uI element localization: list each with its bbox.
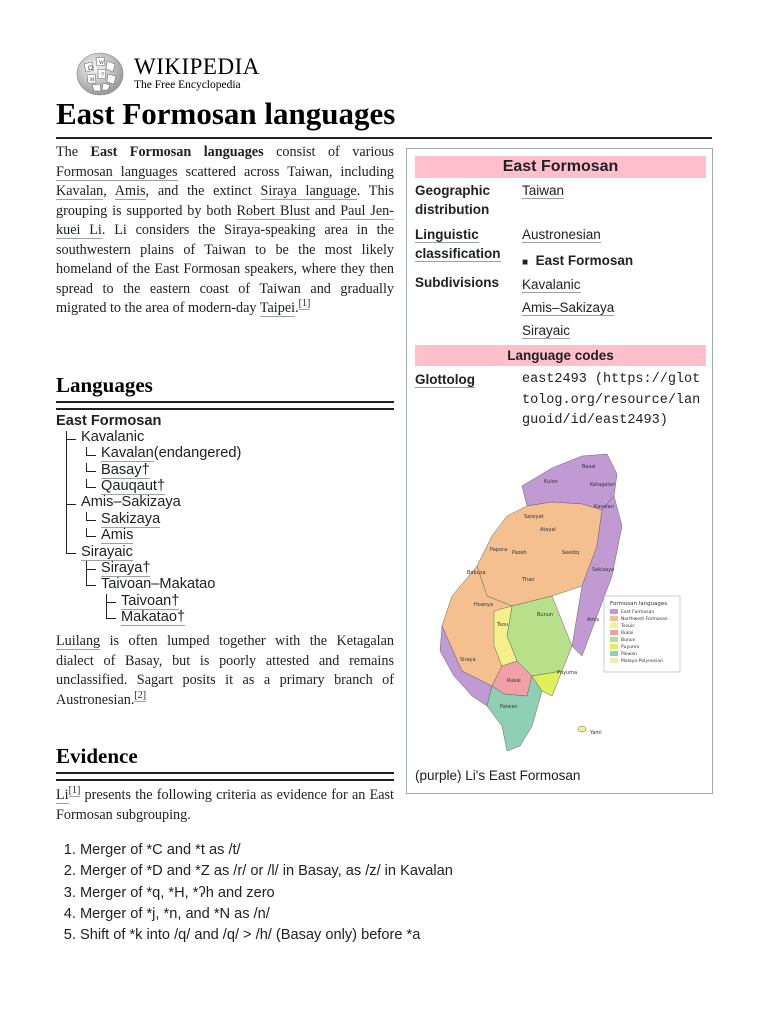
tree-kavalanic: Kavalanic xyxy=(81,429,145,445)
link-luilang[interactable]: Luilang xyxy=(56,633,101,649)
svg-text:И: И xyxy=(90,77,95,83)
tree-branch xyxy=(86,447,96,456)
sub-value xyxy=(522,321,570,340)
citation-1[interactable]: [1] xyxy=(298,298,311,310)
tree-sakizaya xyxy=(101,511,160,528)
evidence-paragraph: Li[1] presents the following criteria as evidence for an East Formosan subgrouping. xyxy=(56,785,394,823)
tree-quaquat xyxy=(101,478,165,495)
map-caption: (purple) Li's East Formosan xyxy=(415,768,581,783)
languages-heading: Languages xyxy=(56,373,153,397)
citation-1b[interactable]: [1] xyxy=(68,785,81,797)
taiwan-language-map[interactable] xyxy=(432,446,687,754)
svg-text:East Formosan: East Formosan xyxy=(621,610,655,615)
svg-text:Seediq: Seediq xyxy=(562,550,580,556)
luilang-paragraph: Luilang is often lumped together with the Ketagalan dialect of Basay, but is poorly attested and remains unclassified. Sagart posits it as a primary branch of Austronesian.[2] xyxy=(56,633,394,708)
language-codes-heading: Language codes xyxy=(415,345,706,366)
svg-text:Basai: Basai xyxy=(582,464,596,470)
svg-text:Papora: Papora xyxy=(490,547,508,553)
svg-text:Puyuma: Puyuma xyxy=(621,645,640,650)
evidence-list xyxy=(56,840,453,946)
tree-amis-sakizaya: Amis–Sakizaya xyxy=(81,494,181,510)
tree-branch xyxy=(86,463,96,472)
svg-text:Puyuma: Puyuma xyxy=(557,670,578,676)
sub-value xyxy=(522,275,581,294)
svg-text:Kulon: Kulon xyxy=(544,479,558,485)
infobox-title: East Formosan xyxy=(415,156,706,178)
svg-text:Tsou: Tsou xyxy=(497,622,509,628)
intro-paragraph: The East Formosan languages consist of various Formosan languages scattered across Taiwan, including Kavalan, Amis, and the extinct Siraya language. This grouping is supported by both Robert Blust and Paul Jen-kuei Li. Li considers the Siraya-speaking area in the southwestern plains of Taiwan to be the most likely homeland of the East Formosan speakers, where they then spread to the eastern coast of Taiwan and gradually migrated to the area of modern-day Taipei.[1] xyxy=(56,144,394,316)
svg-text:Ω: Ω xyxy=(88,65,93,72)
tree-branch xyxy=(86,479,96,488)
link-li[interactable]: Li xyxy=(56,787,69,803)
tree-branch xyxy=(86,512,96,521)
class-value xyxy=(522,225,601,244)
geo-value xyxy=(522,181,564,200)
svg-text:Rukai: Rukai xyxy=(507,678,521,684)
link-austronesian[interactable]: Austronesian xyxy=(522,227,601,242)
svg-text:Paiwan: Paiwan xyxy=(500,704,518,710)
tree-amis-link[interactable]: Amis xyxy=(101,527,134,543)
wikipedia-globe-icon xyxy=(74,52,126,96)
svg-text:Atayal: Atayal xyxy=(540,527,556,533)
evidence-divider xyxy=(56,772,394,781)
wordmark: WIKIPEDIA xyxy=(134,54,260,79)
tree-amis xyxy=(101,527,133,544)
glottolog-label xyxy=(415,370,475,389)
class-subvalue: ■ East Formosan xyxy=(522,253,634,268)
tree-quaquat-link[interactable]: Qauqaut† xyxy=(101,478,166,494)
list-item: 1. Merger of *C and *t as /t/ xyxy=(80,840,453,861)
svg-text:Thao: Thao xyxy=(522,577,535,583)
tree-basay-link[interactable]: Basay† xyxy=(101,462,150,478)
svg-text:Ketagalan: Ketagalan xyxy=(590,482,615,488)
tree-sirayaic xyxy=(81,544,133,561)
geo-label: Geographic distribution xyxy=(415,183,491,217)
glottolog-value[interactable]: east2493 (https://glot tolog.org/resource/lan guoid/id/east2493) xyxy=(522,372,701,428)
lead-term: East Formosan languages xyxy=(90,144,264,160)
link-amis[interactable]: Amis xyxy=(114,183,146,199)
link-sirayaic[interactable]: Sirayaic xyxy=(522,323,571,338)
tree-makatao-link[interactable]: Makatao† xyxy=(121,609,186,625)
tree-siraya xyxy=(101,560,150,577)
svg-text:Kavalan: Kavalan xyxy=(594,504,614,510)
link-robert-blust[interactable]: Robert Blust xyxy=(236,202,310,219)
tree-sirayaic-link[interactable]: Sirayaic xyxy=(81,544,133,560)
tree-kavalan-link[interactable]: Kavalan xyxy=(101,445,154,461)
link-linguistic-classification[interactable]: Linguistic classification xyxy=(415,227,501,261)
link-paul-li[interactable]: Paul Jen-kuei Li xyxy=(56,202,394,238)
list-item: 4. Merger of *j, *n, and *N as /n/ xyxy=(80,904,453,925)
languages-divider xyxy=(56,401,394,410)
tree-taivoan-makatao: Taivoan–Makatao xyxy=(101,576,216,592)
link-siraya-language[interactable]: Siraya language xyxy=(260,183,357,199)
tree-taivoan-link[interactable]: Taivoan† xyxy=(121,593,180,609)
svg-text:Amis: Amis xyxy=(587,617,600,623)
infobox xyxy=(406,148,713,794)
tagline: The Free Encyclopedia xyxy=(134,79,241,91)
evidence-heading: Evidence xyxy=(56,744,138,768)
class-label xyxy=(415,225,515,263)
link-taiwan[interactable]: Taiwan xyxy=(522,183,565,198)
svg-text:Yami: Yami xyxy=(590,730,602,736)
svg-text:Sakizaya: Sakizaya xyxy=(592,567,615,573)
wikipedia-logo[interactable] xyxy=(74,52,264,96)
svg-text:Bunun: Bunun xyxy=(537,612,554,618)
svg-text:Pazeh: Pazeh xyxy=(512,550,527,556)
tree-branch xyxy=(86,569,96,586)
tree-root: East Formosan xyxy=(56,413,162,429)
svg-text:Malayo-Polynesian: Malayo-Polynesian xyxy=(621,659,663,664)
svg-text:Babuza: Babuza xyxy=(467,570,486,576)
page-title: East Formosan languages xyxy=(56,96,396,131)
sub-value xyxy=(522,298,614,317)
title-divider xyxy=(56,137,712,139)
tree-basay xyxy=(101,462,150,479)
list-item: 2. Merger of *D and *Z as /r/ or /l/ in Basay, as /z/ in Kavalan xyxy=(80,861,453,882)
link-formosan-languages[interactable]: Formosan languages xyxy=(56,163,178,180)
svg-text:Tsouic: Tsouic xyxy=(621,624,635,629)
link-kavalanic[interactable]: Kavalanic xyxy=(522,277,581,292)
tree-kavalan-row: Kavalan(endangered) xyxy=(101,445,242,461)
list-item: 5. Shift of *k into /q/ and /q/ > /h/ (Basay only) before *a xyxy=(80,925,453,946)
link-amis-sakizaya[interactable]: Amis–Sakizaya xyxy=(522,300,615,315)
tree-taivoan xyxy=(121,593,179,610)
link-kavalan[interactable]: Kavalan xyxy=(56,183,104,199)
link-taipei[interactable]: Taipei xyxy=(259,300,296,316)
tree-branch xyxy=(106,602,116,619)
svg-text:Bunun: Bunun xyxy=(621,638,636,643)
map-legend xyxy=(604,596,680,672)
svg-text:Rukai: Rukai xyxy=(621,631,634,636)
tree-sakizaya-link[interactable]: Sakizaya xyxy=(101,511,161,527)
tree-makatao xyxy=(121,609,185,626)
sub-label: Subdivisions xyxy=(415,275,500,290)
svg-text:Saisiyat: Saisiyat xyxy=(524,514,544,520)
svg-text:W: W xyxy=(99,60,105,66)
tree-branch xyxy=(66,439,76,505)
svg-text:Northwest Formosan: Northwest Formosan xyxy=(621,617,668,622)
svg-text:Hoanya: Hoanya xyxy=(474,602,494,608)
svg-text:Siraya: Siraya xyxy=(460,657,476,663)
citation-2[interactable]: [2] xyxy=(134,689,147,701)
tree-branch xyxy=(66,504,76,554)
tree-branch xyxy=(86,528,96,537)
svg-text:Paiwan: Paiwan xyxy=(621,652,637,657)
tree-siraya-link[interactable]: Siraya† xyxy=(101,560,151,576)
list-item: 3. Merger of *q, *H, *ʔh and zero xyxy=(80,883,453,904)
svg-text:ウ: ウ xyxy=(100,72,106,78)
link-glottolog[interactable]: Glottolog xyxy=(415,372,475,387)
svg-text:Formosan languages: Formosan languages xyxy=(610,601,668,607)
